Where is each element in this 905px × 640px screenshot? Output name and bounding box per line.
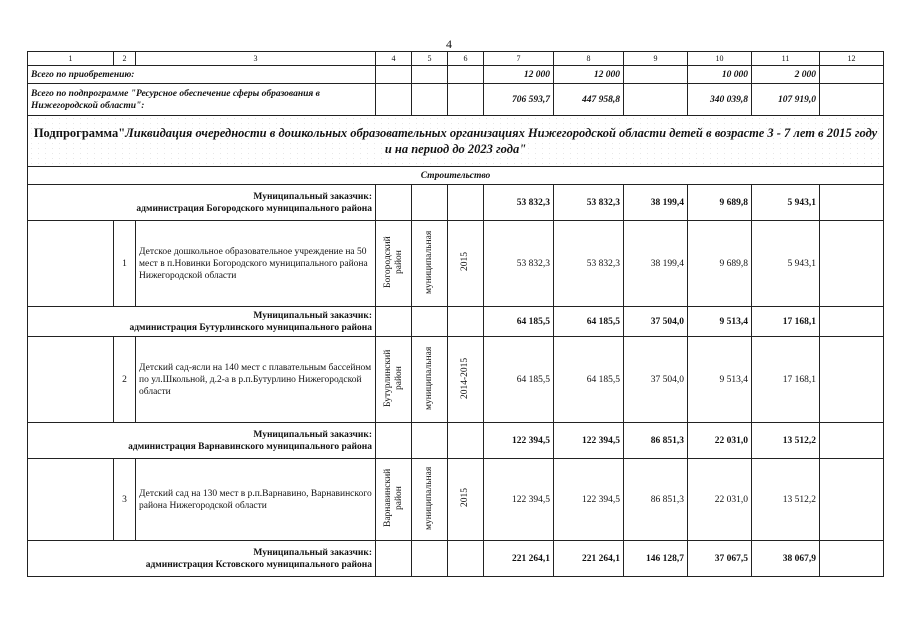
value-cell: 64 185,5	[554, 337, 624, 423]
customer-row	[28, 541, 884, 577]
customer-label-line1: Муниципальный заказчик:	[253, 310, 372, 321]
value-cell: 9 689,8	[688, 221, 752, 307]
value-cell	[820, 541, 884, 577]
total-label: Всего по подпрограмме "Ресурсное обеспечение сферы образования в Нижегородской области":	[28, 84, 376, 116]
value-cell: 17 168,1	[752, 307, 820, 337]
value-cell: 53 832,3	[554, 221, 624, 307]
subprogram-name: Ликвидация очередности в дошкольных образовательных организациях Нижегородской области детей в возрасте 3 - 7 лет в 2015 году и на период до 2023 года"	[125, 126, 878, 156]
value-cell: 53 832,3	[484, 185, 554, 221]
value-cell: 122 394,5	[484, 459, 554, 541]
object-district: Варнавинский район	[382, 468, 404, 528]
value-cell: 64 185,5	[554, 307, 624, 337]
value-cell: 221 264,1	[484, 541, 554, 577]
customer-row	[28, 185, 884, 221]
value-cell: 37 067,5	[688, 541, 752, 577]
value-cell	[820, 337, 884, 423]
value-cell	[820, 66, 884, 84]
customer-label-line2: администрация Кстовского муниципального района	[145, 559, 372, 570]
object-name: Детское дошкольное образовательное учреждение на 50 мест в п.Новинки Богородского муниципального района Нижегородской области	[136, 221, 376, 307]
customer-label-line2: администрация Бутурлинского муниципального района	[129, 322, 372, 333]
customer-label-line2: администрация Варнавинского муниципального района	[128, 441, 372, 452]
value-cell: 5 943,1	[752, 221, 820, 307]
value-cell: 2 000	[752, 66, 820, 84]
value-cell	[820, 307, 884, 337]
customer-label-line1: Муниципальный заказчик:	[253, 191, 372, 202]
column-number: 10	[688, 52, 752, 66]
value-cell: 9 689,8	[688, 185, 752, 221]
value-cell: 37 504,0	[624, 307, 688, 337]
value-cell: 13 512,2	[752, 423, 820, 459]
column-number: 5	[412, 52, 448, 66]
value-cell: 64 185,5	[484, 337, 554, 423]
object-district: Бутурлинский район	[382, 349, 404, 407]
page-number: 4	[446, 37, 452, 51]
value-cell: 122 394,5	[554, 459, 624, 541]
value-cell	[820, 84, 884, 116]
object-year: 2015	[460, 252, 470, 272]
value-cell: 340 039,8	[688, 84, 752, 116]
column-number: 1	[28, 52, 114, 66]
object-name: Детский сад на 130 мест в р.п.Варнавино, Варнавинского района Нижегородской области	[136, 459, 376, 541]
value-cell: 122 394,5	[554, 423, 624, 459]
object-row	[28, 337, 884, 423]
customer-label	[28, 541, 376, 577]
value-cell: 38 067,9	[752, 541, 820, 577]
object-district: Богородский район	[382, 236, 404, 288]
object-ownership: муниципальная	[424, 346, 434, 410]
section-title: Строительство	[28, 167, 884, 185]
value-cell: 38 199,4	[624, 185, 688, 221]
customer-label	[28, 307, 376, 337]
value-cell: 122 394,5	[484, 423, 554, 459]
column-number: 11	[752, 52, 820, 66]
column-number: 8	[554, 52, 624, 66]
total-row	[28, 84, 884, 116]
value-cell: 13 512,2	[752, 459, 820, 541]
value-cell: 86 851,3	[624, 423, 688, 459]
subprogram-title	[28, 116, 884, 167]
column-number: 2	[114, 52, 136, 66]
value-cell: 53 832,3	[554, 185, 624, 221]
section-row	[28, 167, 884, 185]
column-number: 9	[624, 52, 688, 66]
object-name: Детский сад-ясли на 140 мест с плавательным бассейном по ул.Школьной, д.2-а в р.п.Бутурлино Нижегородской области	[136, 337, 376, 423]
value-cell: 146 128,7	[624, 541, 688, 577]
value-cell: 107 919,0	[752, 84, 820, 116]
customer-row	[28, 423, 884, 459]
customer-label-line1: Муниципальный заказчик:	[253, 547, 372, 558]
value-cell: 64 185,5	[484, 307, 554, 337]
value-cell: 10 000	[688, 66, 752, 84]
value-cell	[624, 66, 688, 84]
column-number: 12	[820, 52, 884, 66]
customer-row	[28, 307, 884, 337]
value-cell: 86 851,3	[624, 459, 688, 541]
subprogram-prefix: Подпрограмма"	[33, 126, 126, 140]
column-number-row	[28, 52, 884, 66]
column-number: 3	[136, 52, 376, 66]
object-row	[28, 221, 884, 307]
value-cell: 37 504,0	[624, 337, 688, 423]
value-cell: 38 199,4	[624, 221, 688, 307]
value-cell: 221 264,1	[554, 541, 624, 577]
value-cell: 12 000	[554, 66, 624, 84]
object-ownership: муниципальная	[424, 466, 434, 530]
customer-label-line2: администрация Богородского муниципального района	[136, 203, 372, 214]
value-cell	[820, 185, 884, 221]
object-year: 2014-2015	[460, 357, 470, 399]
column-number: 7	[484, 52, 554, 66]
subprogram-row	[28, 116, 884, 167]
customer-label	[28, 423, 376, 459]
total-label: Всего по приобретению:	[28, 66, 376, 84]
value-cell: 22 031,0	[688, 459, 752, 541]
value-cell: 5 943,1	[752, 185, 820, 221]
value-cell: 9 513,4	[688, 337, 752, 423]
object-row	[28, 459, 884, 541]
customer-label	[28, 185, 376, 221]
value-cell: 17 168,1	[752, 337, 820, 423]
value-cell	[820, 423, 884, 459]
customer-label-line1: Муниципальный заказчик:	[253, 429, 372, 440]
value-cell: 22 031,0	[688, 423, 752, 459]
object-year: 2015	[460, 488, 470, 508]
value-cell: 53 832,3	[484, 221, 554, 307]
value-cell: 706 593,7	[484, 84, 554, 116]
object-number: 2	[114, 337, 136, 423]
value-cell: 9 513,4	[688, 307, 752, 337]
object-number: 3	[114, 459, 136, 541]
value-cell: 447 958,8	[554, 84, 624, 116]
value-cell	[820, 459, 884, 541]
value-cell	[820, 221, 884, 307]
value-cell	[624, 84, 688, 116]
column-number: 4	[376, 52, 412, 66]
value-cell: 12 000	[484, 66, 554, 84]
column-number: 6	[448, 52, 484, 66]
object-number: 1	[114, 221, 136, 307]
total-row	[28, 66, 884, 84]
budget-table	[27, 51, 884, 577]
object-ownership: муниципальная	[424, 230, 434, 294]
